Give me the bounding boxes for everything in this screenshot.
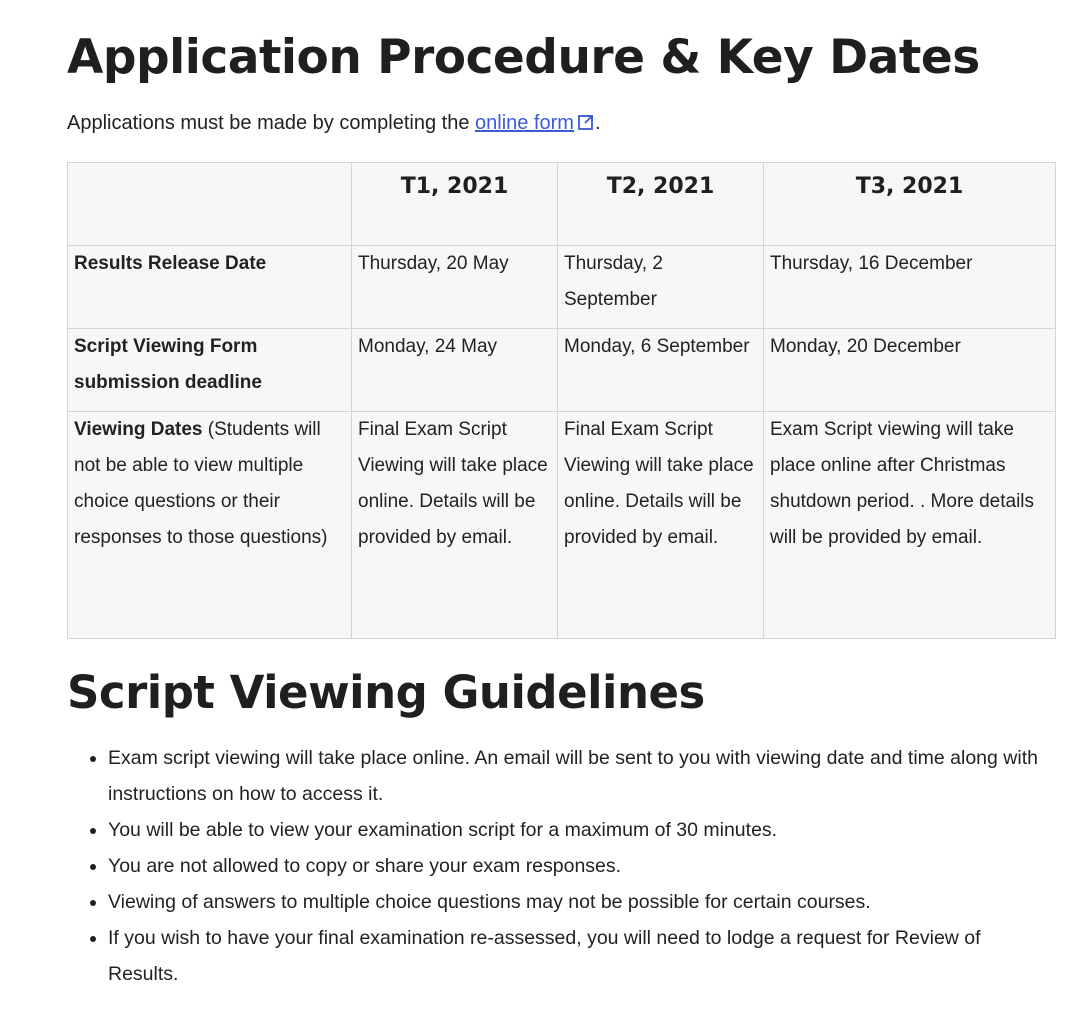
table-row <box>68 246 1056 329</box>
external-link-icon <box>577 113 595 137</box>
list-item: • You will be able to view your examination script for a maximum of 30 minutes. <box>108 812 1048 848</box>
row-label-viewing-dates <box>68 412 352 639</box>
table-row <box>68 412 1056 639</box>
row-label-viewing-dates-bold: Viewing Dates <box>74 419 203 440</box>
table-cell: Monday, 20 December <box>764 329 1056 412</box>
table-header-t2: T2, 2021 <box>558 163 764 246</box>
table-cell: Monday, 24 May <box>352 329 558 412</box>
table-cell: Thursday, 16 December <box>764 246 1056 329</box>
list-item: • If you wish to have your final examination re-assessed, you will need to lodge a request for Review of Results. <box>108 920 1048 992</box>
intro-text: Applications must be made by completing the <box>67 112 475 134</box>
online-form-link[interactable] <box>475 112 595 134</box>
key-dates-table <box>67 162 1056 639</box>
list-item: • Viewing of answers to multiple choice questions may not be possible for certain courses. <box>108 884 1048 920</box>
table-header-cell <box>68 163 352 246</box>
page-title: Application Procedure & Key Dates <box>67 30 980 85</box>
guidelines-list <box>67 740 1048 992</box>
table-cell: Final Exam Script Viewing will take place online. Details will be provided by email. <box>352 412 558 639</box>
row-label-results-release: Results Release Date <box>68 246 352 329</box>
list-item: • You are not allowed to copy or share your exam responses. <box>108 848 1048 884</box>
intro-paragraph <box>67 111 601 137</box>
row-label-viewing-dates-note: (Students will not be able to view multiple choice questions or their responses to those questions) <box>74 419 328 548</box>
row-label-form-deadline: Script Viewing Form submission deadline <box>68 329 352 412</box>
guidelines-title: Script Viewing Guidelines <box>67 666 705 719</box>
table-cell: Thursday, 2 September <box>558 246 764 329</box>
table-cell: Exam Script viewing will take place online after Christmas shutdown period. . More details will be provided by email. <box>764 412 1056 639</box>
table-cell: Thursday, 20 May <box>352 246 558 329</box>
intro-text-end: . <box>594 112 601 134</box>
table-row <box>68 329 1056 412</box>
list-item: • Exam script viewing will take place online. An email will be sent to you with viewing date and time along with instructions on how to access it. <box>108 740 1048 812</box>
table-header-t1: T1, 2021 <box>352 163 558 246</box>
table-cell: Final Exam Script Viewing will take place online. Details will be provided by email. <box>558 412 764 639</box>
online-form-link-label: online form <box>475 112 574 134</box>
table-header-row <box>68 163 1056 246</box>
table-cell: Monday, 6 September <box>558 329 764 412</box>
table-header-t3: T3, 2021 <box>764 163 1056 246</box>
